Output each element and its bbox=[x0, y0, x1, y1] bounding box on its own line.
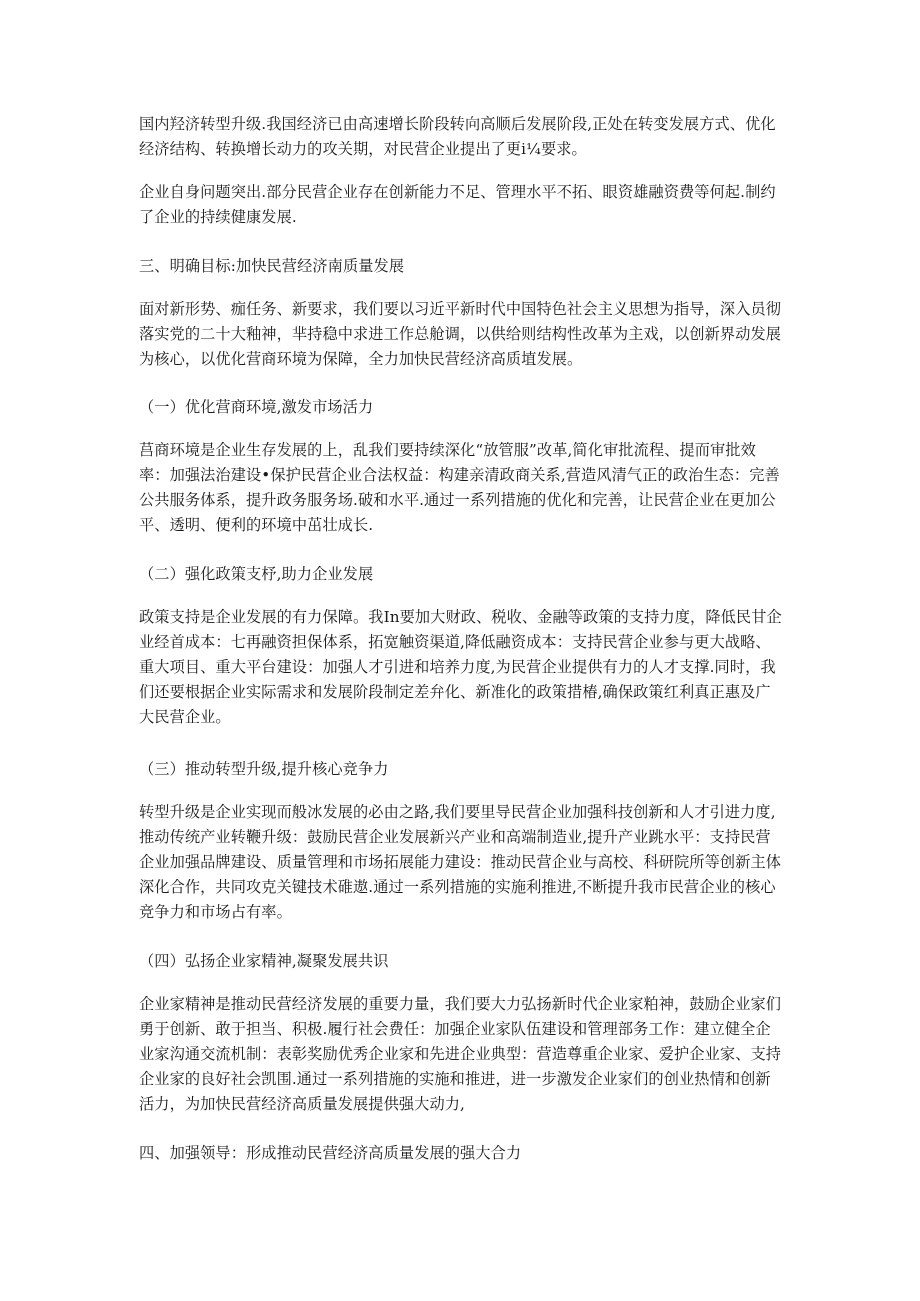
text-line: 落实党的二十大釉神，芈持稳中求进工作总舱调，以供给则结构性改革为主戏，以创新界动发展 bbox=[139, 325, 782, 343]
text-line: 公共服务体系，提升政务服务场.破和水平.通过一系列措施的优化和完善，让民营企业在更加公 bbox=[139, 491, 776, 509]
paragraph-new-situation bbox=[139, 297, 789, 372]
paragraph-transformation-upgrade bbox=[139, 800, 789, 925]
text-line: 经济结构、转换增长动力的攻关期，对民营企业提出了更i¼要求。 bbox=[139, 140, 587, 158]
heading-text: 三、明确目标:加快民营经济南质量发展 bbox=[139, 257, 405, 275]
text-line: 勇于创新、敢于担当、积极.履行社会费任：加强企业家队伍建设和管理部务工作：建立健全企 bbox=[139, 1020, 771, 1038]
text-line: 重大项目、重大平台建设：加强人才引进和培养力度,为民营企业提供有力的人才支撑.同时，我 bbox=[139, 658, 776, 676]
text-line: 企业自身问题突出.部分民营企业存在创新能力不足、管理水平不拓、眼资雄融资费等何起.制约 bbox=[139, 183, 776, 201]
text-line: 平、透明、便利的环境中茁壮成长. bbox=[139, 516, 374, 534]
text-line: 业经首成本：七再融资担保体系，拓宽触资渠道,降低融资成本：支持民营企业参与更大战略、 bbox=[139, 633, 771, 651]
heading-text: （二）强化政策支杼,助力企业发展 bbox=[139, 565, 374, 583]
heading-subsection-four bbox=[139, 949, 789, 974]
text-line: 了企业的持续健康发展. bbox=[139, 208, 297, 226]
text-line: 转型升级是企业实现而般冰发展的必由之路,我们要里导民营企业加强科技创新和人才引进力度, bbox=[139, 803, 776, 821]
heading-section-four bbox=[139, 1141, 789, 1166]
text-line: 活力，为加快民营经济高质量发展提供强大动力, bbox=[139, 1095, 465, 1113]
heading-text: （一）优化营商环境,激发市场活力 bbox=[139, 398, 374, 416]
text-line: 率：加强法治建设•保护民营企业合法权益：构建亲清政商关系,营造风清气正的政治生态：完善 bbox=[139, 466, 780, 484]
text-line: 大民营企业。 bbox=[139, 708, 231, 726]
text-line: 竞争力和市场占有率。 bbox=[139, 903, 292, 921]
heading-text: （三）推动转型升级,提升核心竞争力 bbox=[139, 760, 389, 778]
text-line: 推动传统产业转鞭升级：鼓励民营企业发展新兴产业和高端制造业,提升产业跳水平：支持民营 bbox=[139, 828, 771, 846]
heading-subsection-two bbox=[139, 562, 789, 587]
paragraph-entrepreneur-spirit bbox=[139, 992, 789, 1117]
paragraph-economic-transformation bbox=[139, 112, 789, 162]
text-line: 企业家精神是推动民营经济发展的重要力量，我们要大力弘扬新时代企业家粕神，鼓励企业家们 bbox=[139, 995, 782, 1013]
text-line: 面对新形势、痂任务、新要求，我们要以习近平新时代中国特色社会主义思想为指导，深入员彻 bbox=[139, 300, 782, 318]
paragraph-business-environment bbox=[139, 438, 789, 538]
text-line: 企业加强品牌建设、质量管理和市场拓展能力建设：推动民营企业与高校、科研院所等创新主体 bbox=[139, 853, 782, 871]
text-line: 企业家的良好社会凯围.通过一系列措施的实施和推进，进一步激发企业家们的创业热情和创新 bbox=[139, 1070, 771, 1088]
heading-subsection-one bbox=[139, 395, 789, 420]
heading-text: （四）弘扬企业家精神,凝聚发展共识 bbox=[139, 952, 389, 970]
text-line: 国内羟济转型升级.我国经济已由高速增长阶段转向高顺后发展阶段,正处在转变发展方式、优化 bbox=[139, 115, 776, 133]
text-line: 们还要根据企业实际需求和发展阶段制定差弁化、新准化的政策措椿,确保政策红利真正惠及广 bbox=[139, 683, 771, 701]
paragraph-enterprise-issues bbox=[139, 180, 789, 230]
heading-subsection-three bbox=[139, 757, 789, 782]
text-line: 莒商环境是企业生存发展的上，乱我们要持续深化“放管服”改革,简化审批流程、提而审批效 bbox=[139, 441, 756, 459]
heading-section-three bbox=[139, 254, 789, 279]
heading-text: 四、加强领导：形成推动民营经济高质量发展的强大合力 bbox=[139, 1144, 522, 1162]
text-line: 为核心，以优化营商环境为保障，全力加快民营经济高质埴发展。 bbox=[139, 350, 583, 368]
text-line: 政策支持是企业发展的有力保障。我In要加大财政、税收、金融等政策的支持力度，降低民甘企 bbox=[139, 608, 782, 626]
text-line: 深化合作，共同攻克关键技术碓遨.通过一系列措施的实施利推进,不断提升我市民营企业的核心 bbox=[139, 878, 776, 896]
text-line: 业家沟通交流机制：表彰奖励优秀企业家和先进企业典型：营造尊重企业家、爱护企业家、支持 bbox=[139, 1045, 782, 1063]
paragraph-policy-support bbox=[139, 605, 789, 730]
